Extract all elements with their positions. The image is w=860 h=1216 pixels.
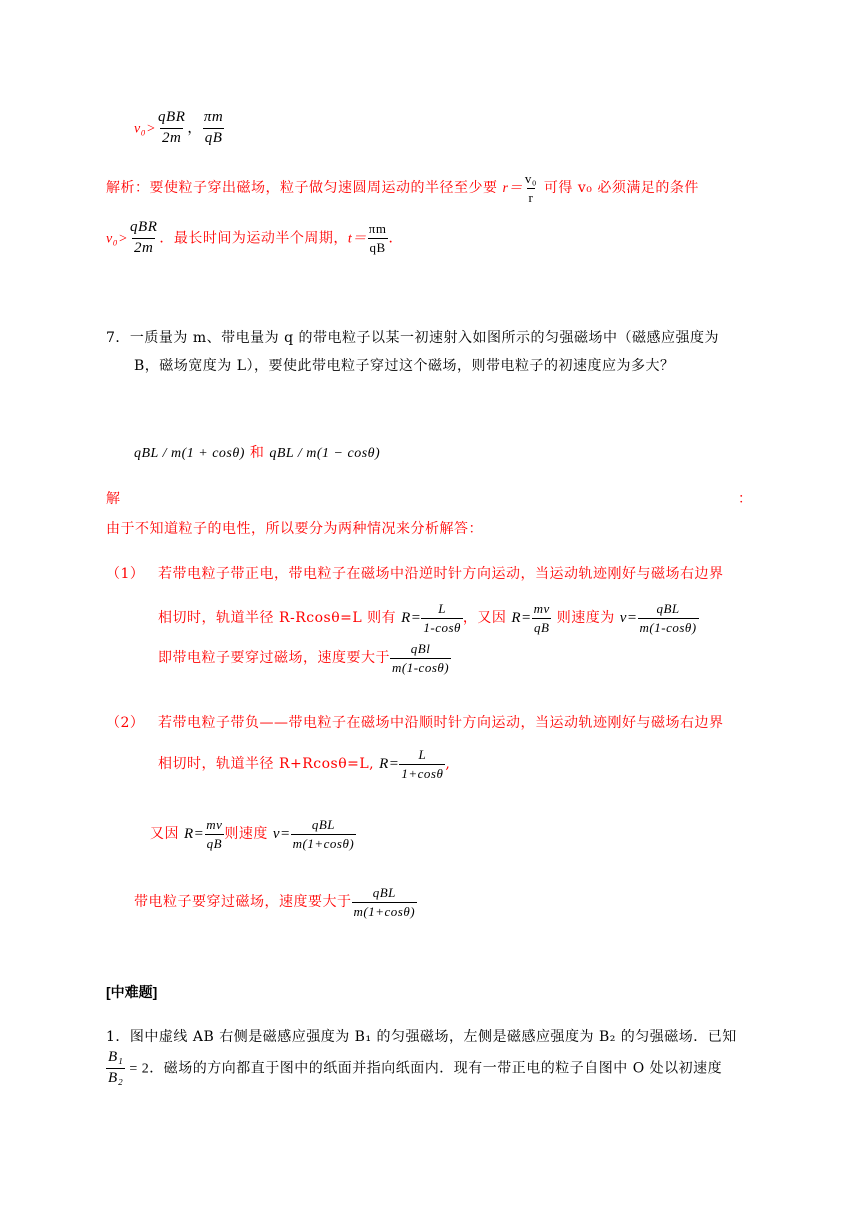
solution-7-jie: 解 xyxy=(106,491,121,507)
question-1-ratio-fraction: $\frac{\text{B₁}}{\text{B₂}}$ xyxy=(108,1049,124,1086)
answer-6-fraction-2: $\frac{\pi m}{qB}$ xyxy=(203,109,224,146)
analysis-6-r-fraction: $\frac{\text{v₀}}{r}$ xyxy=(524,171,537,205)
analysis-6-line-2: v₀> $\frac{\text{qBR}}{2m}$ ．最长时间为运动半个周期，t＝ $\frac{\pi m}{qB}$ ． xyxy=(106,219,403,256)
solution-7-intro: 由于不知道粒子的电性，所以要分为两种情况来分析解答： xyxy=(106,521,483,537)
case-2-line-2: 相切时，轨道半径 R+Rcosθ=L, R= $\frac{L}{1+\cos\theta}$ , xyxy=(158,747,451,781)
answer-6-fraction-1: $\frac{\text{qBR}}{2m}$ xyxy=(158,109,186,146)
section-title: [中难题] xyxy=(106,984,158,1000)
case-2-line-1: 若带电粒子带负——带电粒子在磁场中沿顺时针方向运动，当运动轨迹刚好与磁场右边界 xyxy=(158,715,724,731)
case-1-v-fraction: $\frac{\text{qBL}}{m(1-\cos\theta)}$ xyxy=(639,601,697,635)
question-7-line-2: B，磁场宽度为 L），要使此带电粒子穿过这个磁场，则带电粒子的初速度应为多大？ xyxy=(134,358,675,374)
question-1-line-1: 1．图中虚线 AB 右侧是磁感应强度为 B₁ 的匀强磁场，左侧是磁感应强度为 B₂ 的匀强磁场．已知 xyxy=(106,1029,737,1045)
case-1-line-2: 相切时，轨道半径 R-Rcosθ=L 则有 R= $\frac{L}{1-\cos\theta}$ ，又因 R= $\frac{mv}{qB}$ 则速度为 v= $\frac{\text{qBL}}{m(1-\cos\theta)}$ xyxy=(158,601,697,635)
case-2-r-fraction-1: $\frac{L}{1+\cos\theta}$ xyxy=(401,747,444,781)
case-1-line-3: 即带电粒子要穿过磁场，速度要大于 $\frac{\text{qBl}}{m(1-\cos\theta)}$ xyxy=(158,641,450,675)
case-2-v-fraction: $\frac{\text{qBL}}{m(1+\cos\theta)}$ xyxy=(292,817,355,851)
case-1-line-1: 若带电粒子带正电，带电粒子在磁场中沿逆时针方向运动，当运动轨迹刚好与磁场右边界 xyxy=(158,566,724,582)
case-2-number: （2） xyxy=(106,715,145,731)
case-2-min-fraction: $\frac{\text{qBL}}{m(1+\cos\theta)}$ xyxy=(353,885,416,919)
analysis-6-t-fraction: $\frac{\pi m}{qB}$ xyxy=(368,221,387,255)
analysis-6-cond-fraction: $\frac{\text{qBR}}{2m}$ xyxy=(130,219,158,256)
case-1-r-fraction-1: $\frac{L}{1-\cos\theta}$ xyxy=(423,601,461,635)
analysis-6-line-1: 解析：要使粒子穿出磁场，粒子做匀速圆周运动的半径至少要 r＝ $\frac{\text{v₀}}{r}$ 可得 v₀ 必须满足的条件 xyxy=(106,171,699,205)
case-2-line-3: 又因 R= $\frac{mv}{qB}$ 则速度 v= $\frac{\text{qBL}}{m(1+\cos\theta)}$ xyxy=(150,817,355,851)
answer-6: v₀> $\frac{\text{qBR}}{2m}$ ， $\frac{\pi m}{qB}$ xyxy=(134,109,224,146)
question-7-line-1: 7．一质量为 m、带电量为 q 的带电粒子以某一初速射入如图所示的匀强磁场中（磁感应强度为 xyxy=(106,330,719,346)
case-1-r-fraction-2: $\frac{mv}{qB}$ xyxy=(533,601,550,635)
case-1-number: （1） xyxy=(106,566,145,582)
answer-6-prefix: v₀> xyxy=(134,121,157,137)
case-1-min-fraction: $\frac{\text{qBl}}{m(1-\cos\theta)}$ xyxy=(392,641,450,675)
case-2-r-fraction-2: $\frac{mv}{qB}$ xyxy=(206,817,223,851)
answer-7: qBL / m(1 + cosθ) 和 qBL / m(1 − cosθ) xyxy=(134,445,381,461)
case-2-line-4: 带电粒子要穿过磁场，速度要大于 $\frac{\text{qBL}}{m(1+\cos\theta)}$ xyxy=(134,885,416,919)
solution-7-colon: ： xyxy=(738,491,753,507)
question-1-line-2: $\frac{\text{B₁}}{\text{B₂}}$ = 2．磁场的方向都直于图中的纸面并指向纸面内．现有一带正电的粒子自图中 O 处以初速度 xyxy=(108,1049,723,1086)
